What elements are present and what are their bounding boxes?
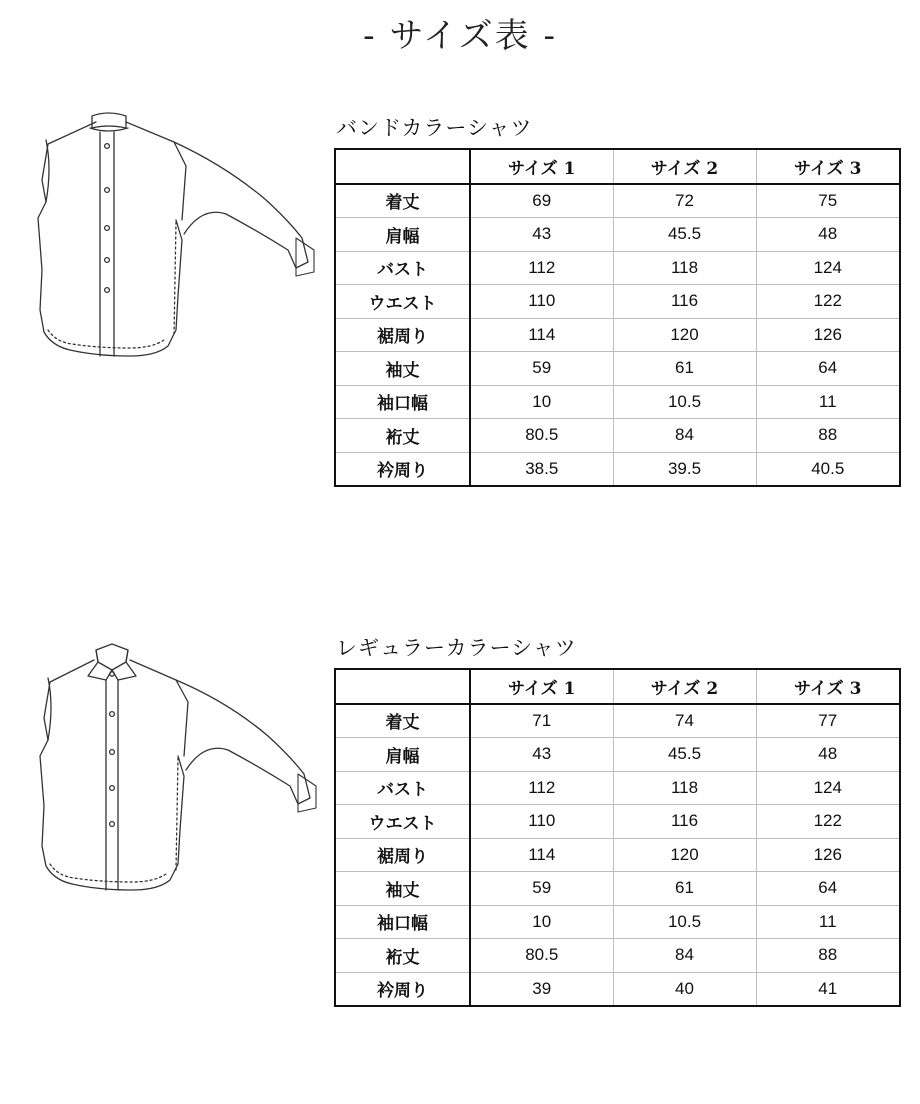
table-row <box>335 905 900 939</box>
row-label: 袖丈 <box>335 352 470 386</box>
cell-value: 84 <box>613 419 756 453</box>
cell-value: 64 <box>756 872 900 906</box>
cell-value: 126 <box>756 318 900 352</box>
corner-cell <box>335 669 470 704</box>
cell-value: 114 <box>470 318 613 352</box>
table-row <box>335 218 900 252</box>
cell-value: 74 <box>613 704 756 738</box>
row-label: 裾周り <box>335 838 470 872</box>
row-label: ウエスト <box>335 285 470 319</box>
cell-value: 39 <box>470 972 613 1006</box>
cell-value: 114 <box>470 838 613 872</box>
cell-value: 61 <box>613 352 756 386</box>
cell-value: 80.5 <box>470 939 613 973</box>
cell-value: 77 <box>756 704 900 738</box>
cell-value: 120 <box>613 318 756 352</box>
band-collar-shirt-illustration <box>26 110 326 380</box>
cell-value: 59 <box>470 352 613 386</box>
row-label: 衿周り <box>335 452 470 486</box>
cell-value: 45.5 <box>613 218 756 252</box>
band-collar-size-table <box>334 148 901 487</box>
table-row <box>335 184 900 218</box>
col-head-size-3: サイズ 3 <box>756 149 900 184</box>
table-row <box>335 972 900 1006</box>
corner-cell <box>335 149 470 184</box>
table-row <box>335 318 900 352</box>
table-row <box>335 285 900 319</box>
cell-value: 122 <box>756 285 900 319</box>
row-label: ウエスト <box>335 805 470 839</box>
cell-value: 88 <box>756 419 900 453</box>
cell-value: 10 <box>470 385 613 419</box>
cell-value: 10.5 <box>613 905 756 939</box>
table-row <box>335 738 900 772</box>
col-head-size-2: サイズ 2 <box>613 669 756 704</box>
row-label: バスト <box>335 771 470 805</box>
table-row <box>335 771 900 805</box>
cell-value: 39.5 <box>613 452 756 486</box>
table-row <box>335 838 900 872</box>
table-row <box>335 704 900 738</box>
cell-value: 72 <box>613 184 756 218</box>
table-row <box>335 385 900 419</box>
cell-value: 118 <box>613 771 756 805</box>
table-header-row <box>335 149 900 184</box>
cell-value: 10.5 <box>613 385 756 419</box>
cell-value: 61 <box>613 872 756 906</box>
table-header-row <box>335 669 900 704</box>
page-title: - サイズ表 - <box>363 16 557 56</box>
col-head-size-1: サイズ 1 <box>470 149 613 184</box>
band-collar-title: バンドカラーシャツ <box>336 116 533 140</box>
row-label: 衿周り <box>335 972 470 1006</box>
row-label: 裄丈 <box>335 419 470 453</box>
cell-value: 112 <box>470 771 613 805</box>
col-head-size-3: サイズ 3 <box>756 669 900 704</box>
regular-collar-size-table <box>334 668 901 1007</box>
cell-value: 48 <box>756 738 900 772</box>
cell-value: 110 <box>470 285 613 319</box>
cell-value: 116 <box>613 805 756 839</box>
cell-value: 118 <box>613 251 756 285</box>
cell-value: 64 <box>756 352 900 386</box>
cell-value: 124 <box>756 771 900 805</box>
cell-value: 48 <box>756 218 900 252</box>
row-label: 裾周り <box>335 318 470 352</box>
cell-value: 124 <box>756 251 900 285</box>
table-row <box>335 419 900 453</box>
cell-value: 80.5 <box>470 419 613 453</box>
cell-value: 126 <box>756 838 900 872</box>
row-label: 着丈 <box>335 704 470 738</box>
row-label: 袖丈 <box>335 872 470 906</box>
cell-value: 116 <box>613 285 756 319</box>
row-label: バスト <box>335 251 470 285</box>
cell-value: 10 <box>470 905 613 939</box>
table-row <box>335 939 900 973</box>
table-row <box>335 251 900 285</box>
cell-value: 120 <box>613 838 756 872</box>
cell-value: 45.5 <box>613 738 756 772</box>
col-head-size-1: サイズ 1 <box>470 669 613 704</box>
cell-value: 41 <box>818 978 838 998</box>
table-row <box>335 872 900 906</box>
row-label: 裄丈 <box>335 939 470 973</box>
cell-value: 71 <box>470 704 613 738</box>
cell-value: 122 <box>756 805 900 839</box>
cell-value: 88 <box>756 939 900 973</box>
cell-value: 43 <box>470 738 613 772</box>
row-label: 肩幅 <box>335 218 470 252</box>
table-row <box>335 352 900 386</box>
row-label: 袖口幅 <box>335 385 470 419</box>
cell-value: 40 <box>613 972 756 1006</box>
table-row <box>335 805 900 839</box>
col-head-size-2: サイズ 2 <box>613 149 756 184</box>
cell-value: 59 <box>470 872 613 906</box>
cell-value: 112 <box>470 251 613 285</box>
cell-value: 75 <box>756 184 900 218</box>
row-label: 着丈 <box>335 184 470 218</box>
table-row <box>335 452 900 486</box>
row-label: 袖口幅 <box>335 905 470 939</box>
regular-collar-shirt-illustration <box>26 640 326 910</box>
cell-value: 11 <box>756 385 900 419</box>
cell-value: 110 <box>470 805 613 839</box>
cell-value: 69 <box>470 184 613 218</box>
regular-collar-title: レギュラーカラーシャツ <box>336 636 577 660</box>
cell-value: 40.5 <box>811 458 845 478</box>
cell-value: 38.5 <box>470 452 613 486</box>
cell-value: 84 <box>613 939 756 973</box>
cell-value: 43 <box>470 218 613 252</box>
cell-value: 11 <box>756 905 900 939</box>
row-label: 肩幅 <box>335 738 470 772</box>
